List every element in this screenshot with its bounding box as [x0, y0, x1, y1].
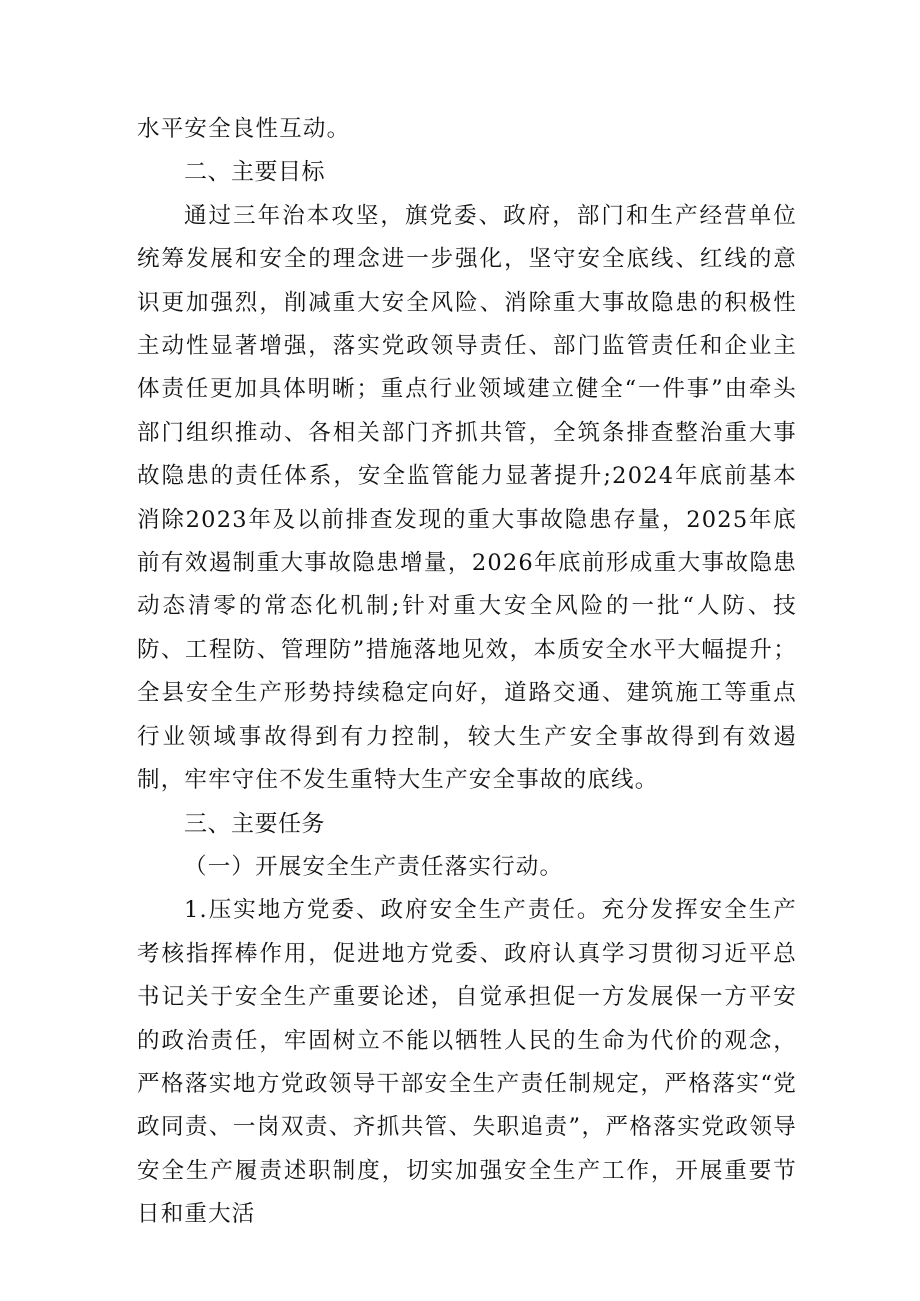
- subsection-heading: （一）开展安全生产责任落实行动。: [184, 853, 564, 880]
- section-heading-tasks: 三、主要任务: [184, 810, 325, 837]
- body-paragraph: 通过三年治本攻坚，旗党委、政府，部门和生产经营单位统筹发展和安全的理念进一步强化，坚守安全底线、红线的意识更加强烈，削减重大安全风险、消除重大事故隐患的积极性主动性显著增强，落实党政领导责任、部门监管责任和企业主体责任更加具体明晰；重点行业领域建立健全“一件事”由牵头部门组织推动、各相关部门齐抓共管，全筑条排查整治重大事故隐患的责任体系，安全监管能力显著提升;2024年底前基本消除2023年及以前排查发现的重大事故隐患存量，2025年底前有效遏制重大事故隐患增量，2026年底前形成重大事故隐患动态清零的常态化机制;针对重大安全风险的一批“人防、技防、工程防、管理防”措施落地见效，本质安全水平大幅提升；全县安全生产形势持续稳定向好，道路交通、建筑施工等重点行业领域事故得到有力控制，较大生产安全事故得到有效遏制，牢牢守住不发生重特大生产安全事故的底线。: [137, 202, 797, 794]
- body-paragraph: 水平安全良性互动。: [137, 116, 351, 142]
- section-heading-goals: 二、主要目标: [184, 159, 325, 186]
- body-paragraph: 1.压实地方党委、政府安全生产责任。充分发挥安全生产考核指挥棒作用，促进地方党委、政府认真学习贯彻习近平总书记关于安全生产重要论述，自觉承担促一方发展保一方平安的政治责任，牢固树立不能以牺牲人民的生命为代价的观念，严格落实地方党政领导干部安全生产责任制规定，严格落实“党政同责、一岗双责、齐抓共管、失职追责”，严格落实党政领导安全生产履责述职制度，切实加强安全生产工作，开展重要节日和重大活: [137, 897, 797, 1228]
- document-body: [137, 108, 797, 1237]
